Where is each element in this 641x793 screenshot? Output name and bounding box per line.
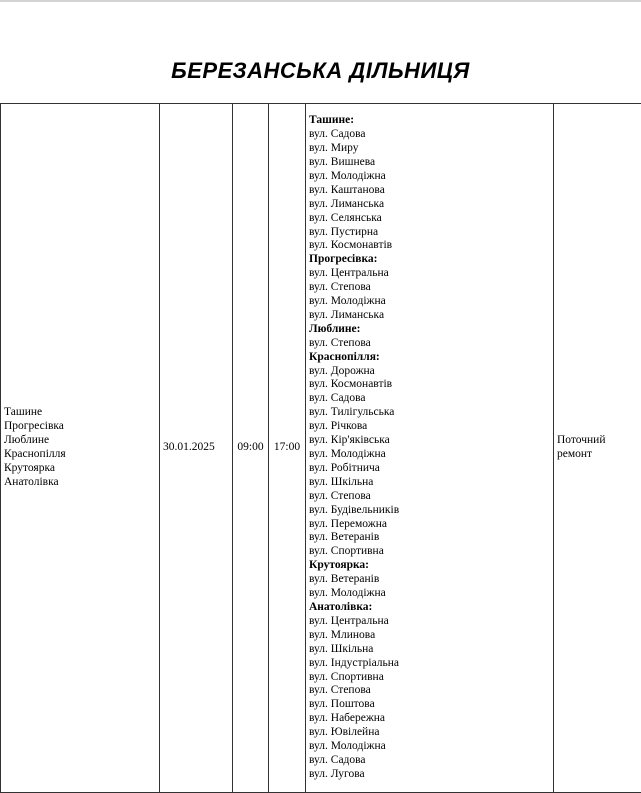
street-item: вул. Каштанова xyxy=(309,184,550,198)
street-item: вул. Центральна xyxy=(309,267,550,281)
street-item: вул. Лиманська xyxy=(309,309,550,323)
street-item: вул. Молодіжна xyxy=(309,295,550,309)
street-item: вул. Спортивна xyxy=(309,545,550,559)
street-item: вул. Ветеранів xyxy=(309,573,550,587)
outage-schedule-table xyxy=(0,103,641,793)
street-item: вул. Індустріальна xyxy=(309,657,550,671)
street-item: вул. Садова xyxy=(309,128,550,142)
street-item: вул. Дорожна xyxy=(309,365,550,379)
street-item: вул. Будівельників xyxy=(309,504,550,518)
settlement-line: Люблине xyxy=(4,434,156,448)
street-item: вул. Миру xyxy=(309,142,550,156)
settlement-heading: Ташине: xyxy=(309,114,550,128)
settlement-heading: Краснопілля: xyxy=(309,351,550,365)
streets-cell xyxy=(306,104,554,793)
settlement-line: Анатолівка xyxy=(4,476,156,490)
street-item: вул. Набережна xyxy=(309,712,550,726)
time-from-cell: 09:00 xyxy=(233,104,269,793)
street-item: вул. Пустирна xyxy=(309,226,550,240)
street-item: вул. Кір'яківська xyxy=(309,434,550,448)
street-item: вул. Молодіжна xyxy=(309,740,550,754)
street-item: вул. Річкова xyxy=(309,420,550,434)
street-item: вул. Степова xyxy=(309,281,550,295)
page-title: БЕРЕЗАНСЬКА ДІЛЬНИЦЯ xyxy=(0,58,641,84)
street-item: вул. Молодіжна xyxy=(309,448,550,462)
street-item: вул. Шкільна xyxy=(309,643,550,657)
street-item: вул. Селянська xyxy=(309,212,550,226)
street-item: вул. Ветеранів xyxy=(309,531,550,545)
street-item: вул. Степова xyxy=(309,684,550,698)
street-item: вул. Степова xyxy=(309,490,550,504)
street-item: вул. Лиманська xyxy=(309,198,550,212)
settlement-line: Прогресівка xyxy=(4,420,156,434)
street-item: вул. Степова xyxy=(309,337,550,351)
street-item: вул. Садова xyxy=(309,392,550,406)
settlement-heading: Люблине: xyxy=(309,323,550,337)
street-item: вул. Космонавтів xyxy=(309,239,550,253)
street-item: вул. Ювілейна xyxy=(309,726,550,740)
street-item: вул. Вишнева xyxy=(309,156,550,170)
table-row xyxy=(1,104,641,793)
street-item: вул. Молодіжна xyxy=(309,170,550,184)
street-item: вул. Космонавтів xyxy=(309,378,550,392)
date-cell: 30.01.2025 xyxy=(160,104,233,793)
time-to-cell: 17:00 xyxy=(269,104,306,793)
street-item: вул. Лугова xyxy=(309,768,550,782)
reason-cell: Поточний ремонт xyxy=(554,104,641,793)
settlement-heading: Прогресівка: xyxy=(309,253,550,267)
street-item: вул. Переможна xyxy=(309,518,550,532)
settlement-line: Краснопілля xyxy=(4,448,156,462)
street-item: вул. Робітнича xyxy=(309,462,550,476)
street-item: вул. Тилігульська xyxy=(309,406,550,420)
street-item: вул. Млинова xyxy=(309,629,550,643)
settlement-line: Крутоярка xyxy=(4,462,156,476)
street-item: вул. Молодіжна xyxy=(309,587,550,601)
settlement-heading: Анатолівка: xyxy=(309,601,550,615)
street-item: вул. Центральна xyxy=(309,615,550,629)
settlement-heading: Крутоярка: xyxy=(309,559,550,573)
street-item: вул. Поштова xyxy=(309,698,550,712)
street-item: вул. Шкільна xyxy=(309,476,550,490)
street-item: вул. Садова xyxy=(309,754,550,768)
settlement-line: Ташине xyxy=(4,406,156,420)
street-item: вул. Спортивна xyxy=(309,671,550,685)
settlements-cell xyxy=(1,104,160,793)
top-border-line xyxy=(0,0,641,2)
